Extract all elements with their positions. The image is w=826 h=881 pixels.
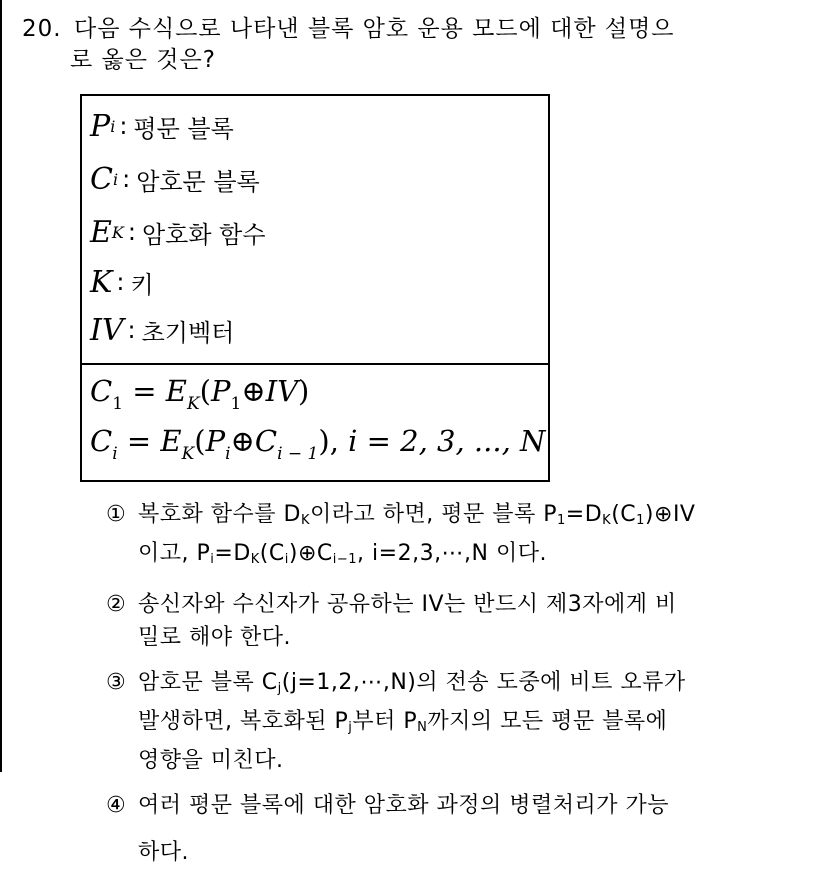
definition-ciphertext: C i : 암호문 블록 [90,161,260,197]
symbol-sub: i [112,169,119,189]
question-text-line1: 다음 수식으로 나타낸 블록 암호 운용 모드에 대한 설명으 [74,16,675,42]
option-text: 송신자와 수신자가 공유하는 IV는 반드시 제3자에게 비 밀로 해야 한다. [138,592,677,650]
symbol-k: K [90,264,113,300]
option-1[interactable] [106,498,806,576]
option-marker: ③ [106,670,127,695]
definition-text: 평문 블록 [133,114,234,143]
symbol-c: C [90,161,113,197]
definition-iv: IV : 초기벡터 [90,312,235,348]
formula-ci: $C_i$ = $E_K(P_i\oplus C_{i - 1})$, i = 2, 3, ..., N [90,424,546,464]
definitions-section [82,96,548,365]
symbol-iv: IV [90,312,124,348]
symbol-e: E [90,214,112,250]
option-text: 여러 평문 블록에 대한 암호화 과정의 병렬처리가 가능 하다. [138,793,669,865]
definition-text: 암호문 블록 [136,167,260,196]
formula-c1: $C_1$ = $E_K(P_1\oplus IV)$ [90,374,310,414]
definition-key: K : 키 [90,264,154,300]
definition-text: 초기벡터 [141,318,235,347]
option-3[interactable] [106,666,806,777]
question-stem [22,14,782,76]
question-number: 20. [22,16,62,42]
option-text: 복호화 함수를 DK이라고 하면, 평문 블록 P1=DK(C1)⊕IV 이고, Pi=DK(Ci)⊕Ci−1, i=2,3,⋯,N 이다. [138,502,696,567]
option-text: 암호문 블록 Cj(j=1,2,⋯,N)의 전송 도중에 비트 오류가 발생하면, 복호화된 Pj부터 PN까지의 모든 평문 블록에 영향을 미친다. [138,670,686,773]
answer-options [106,498,806,881]
definition-box [80,94,550,482]
symbol-sub: K [111,222,124,242]
question-text-line2: 로 옳은 것은? [70,47,216,73]
symbol-p: P [90,108,111,144]
option-2[interactable] [106,588,806,654]
definition-text: 암호화 함수 [141,220,266,249]
definition-plaintext: P i : 평문 블록 [90,108,234,144]
page-left-border [0,0,2,772]
option-marker: ④ [106,793,127,818]
option-marker: ② [106,592,127,617]
symbol-sub: i [110,116,116,136]
definition-text: 키 [130,270,154,299]
option-4[interactable] [106,789,806,869]
option-marker: ① [106,502,127,527]
definition-encryption-fn: E K : 암호화 함수 [90,214,266,250]
